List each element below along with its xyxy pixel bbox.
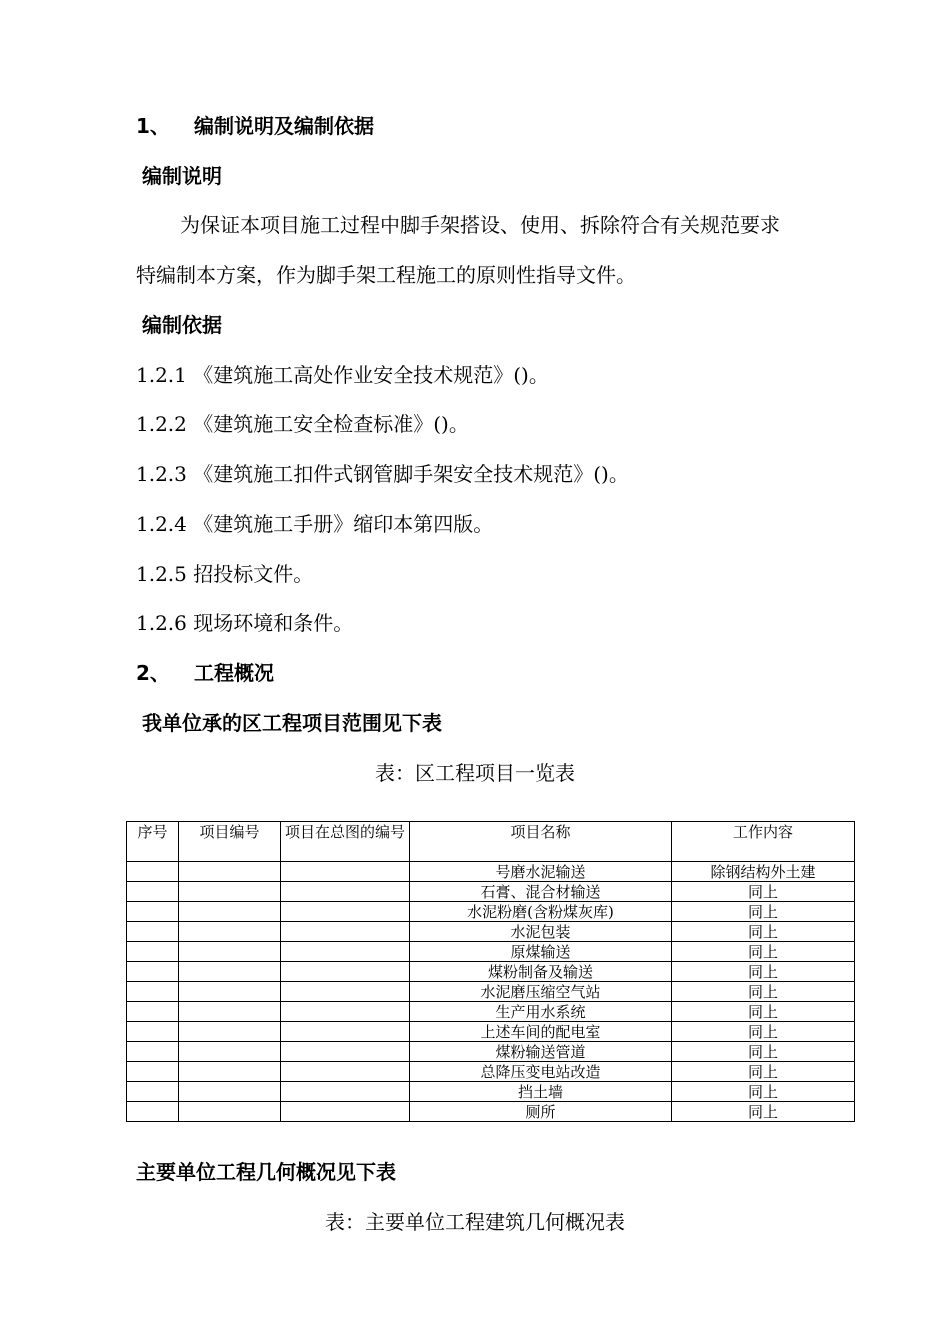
project-scope-intro: 我单位承的区工程项目范围见下表 <box>142 711 442 735</box>
table-row <box>127 902 855 922</box>
table-cell: 厕所 <box>410 1102 672 1122</box>
table-row <box>127 862 855 882</box>
basis-item: 1.2.1 《建筑施工高处作业安全技术规范》()。 <box>136 363 549 387</box>
basis-item: 1.2.5 招投标文件。 <box>136 562 314 586</box>
table-cell <box>179 882 281 902</box>
table-cell <box>127 1102 179 1122</box>
table-body <box>127 862 855 1122</box>
table-cell <box>281 1082 410 1102</box>
table-cell: 同上 <box>672 1042 855 1062</box>
table-row <box>127 1002 855 1022</box>
table-cell <box>281 1022 410 1042</box>
table-cell: 同上 <box>672 1102 855 1122</box>
table-cell <box>179 962 281 982</box>
table-cell <box>179 982 281 1002</box>
table-cell <box>127 1002 179 1022</box>
table-row <box>127 1022 855 1042</box>
table-cell <box>179 1082 281 1102</box>
basis-item: 1.2.2 《建筑施工安全检查标准》()。 <box>136 412 469 436</box>
table-row <box>127 962 855 982</box>
table-cell: 煤粉制备及输送 <box>410 962 672 982</box>
table-cell <box>179 922 281 942</box>
table-row <box>127 1082 855 1102</box>
table-cell <box>281 862 410 882</box>
basis-item: 1.2.3 《建筑施工扣件式钢管脚手架安全技术规范》()。 <box>136 462 629 486</box>
table-cell: 石膏、混合材输送 <box>410 882 672 902</box>
table-cell: 除钢结构外土建 <box>672 862 855 882</box>
subsection-heading-description: 编制说明 <box>142 164 222 188</box>
table-cell: 原煤输送 <box>410 942 672 962</box>
table-cell <box>127 982 179 1002</box>
table-cell <box>127 942 179 962</box>
section-1-number: 1、 <box>136 114 170 138</box>
table-cell: 挡土墙 <box>410 1082 672 1102</box>
table-cell <box>281 962 410 982</box>
table-header-row <box>127 822 855 862</box>
table-cell: 同上 <box>672 1062 855 1082</box>
column-header-work-content: 工作内容 <box>672 822 855 862</box>
table-cell: 同上 <box>672 1002 855 1022</box>
table-cell: 同上 <box>672 962 855 982</box>
table-cell <box>127 862 179 882</box>
section-2-title: 工程概况 <box>194 661 274 685</box>
table-cell: 同上 <box>672 1022 855 1042</box>
table-cell: 总降压变电站改造 <box>410 1062 672 1082</box>
table-row <box>127 982 855 1002</box>
table-cell: 同上 <box>672 942 855 962</box>
geometry-table-caption: 表：主要单位工程建筑几何概况表 <box>325 1210 625 1234</box>
section-1-title: 编制说明及编制依据 <box>194 114 374 138</box>
table-cell <box>281 942 410 962</box>
table-cell <box>179 942 281 962</box>
table-cell: 同上 <box>672 1082 855 1102</box>
table-cell: 生产用水系统 <box>410 1002 672 1022</box>
table-cell <box>127 882 179 902</box>
table-cell: 同上 <box>672 982 855 1002</box>
table-row <box>127 882 855 902</box>
paragraph-line-2: 特编制本方案，作为脚手架工程施工的原则性指导文件。 <box>136 263 636 287</box>
paragraph-line-1: 为保证本项目施工过程中脚手架搭设、使用、拆除符合有关规范要求 <box>180 213 780 237</box>
table-cell <box>179 1022 281 1042</box>
table-row <box>127 1042 855 1062</box>
table-row <box>127 1102 855 1122</box>
column-header-project-code: 项目编号 <box>179 822 281 862</box>
table-cell <box>127 1062 179 1082</box>
basis-item: 1.2.4 《建筑施工手册》缩印本第四版。 <box>136 512 494 536</box>
table-cell: 号磨水泥输送 <box>410 862 672 882</box>
table-cell <box>179 1002 281 1022</box>
section-2-heading <box>136 661 274 685</box>
table-cell <box>127 922 179 942</box>
basis-item: 1.2.6 现场环境和条件。 <box>136 611 354 635</box>
section-2-number: 2、 <box>136 661 170 685</box>
table-cell <box>281 902 410 922</box>
table-cell <box>179 902 281 922</box>
column-header-project-name: 项目名称 <box>410 822 672 862</box>
section-1-heading <box>136 114 374 138</box>
table-cell: 同上 <box>672 922 855 942</box>
table-cell <box>127 902 179 922</box>
table-cell <box>281 1002 410 1022</box>
table-cell: 水泥磨压缩空气站 <box>410 982 672 1002</box>
table-cell: 煤粉输送管道 <box>410 1042 672 1062</box>
table-cell <box>281 1062 410 1082</box>
table-row <box>127 922 855 942</box>
table-cell <box>179 1062 281 1082</box>
column-header-index: 序号 <box>127 822 179 862</box>
table-cell <box>281 882 410 902</box>
table-cell <box>281 1102 410 1122</box>
table-cell <box>127 1082 179 1102</box>
table-cell: 水泥粉磨(含粉煤灰库) <box>410 902 672 922</box>
table-cell <box>281 922 410 942</box>
table-cell <box>179 1042 281 1062</box>
table-cell <box>281 1042 410 1062</box>
table-row <box>127 1062 855 1082</box>
table-cell: 上述车间的配电室 <box>410 1022 672 1042</box>
table-cell <box>179 862 281 882</box>
table-cell: 同上 <box>672 882 855 902</box>
geometry-intro: 主要单位工程几何概况见下表 <box>136 1160 396 1184</box>
table-row <box>127 942 855 962</box>
table-cell <box>127 962 179 982</box>
table-cell: 水泥包装 <box>410 922 672 942</box>
table-cell <box>127 1042 179 1062</box>
subsection-heading-basis: 编制依据 <box>142 313 222 337</box>
table-caption: 表：区工程项目一览表 <box>375 761 575 785</box>
table-cell <box>281 982 410 1002</box>
table-cell <box>179 1102 281 1122</box>
project-list-table <box>126 821 855 1122</box>
table-cell: 同上 <box>672 902 855 922</box>
column-header-plan-code: 项目在总图的编号 <box>281 822 410 862</box>
table-cell <box>127 1022 179 1042</box>
